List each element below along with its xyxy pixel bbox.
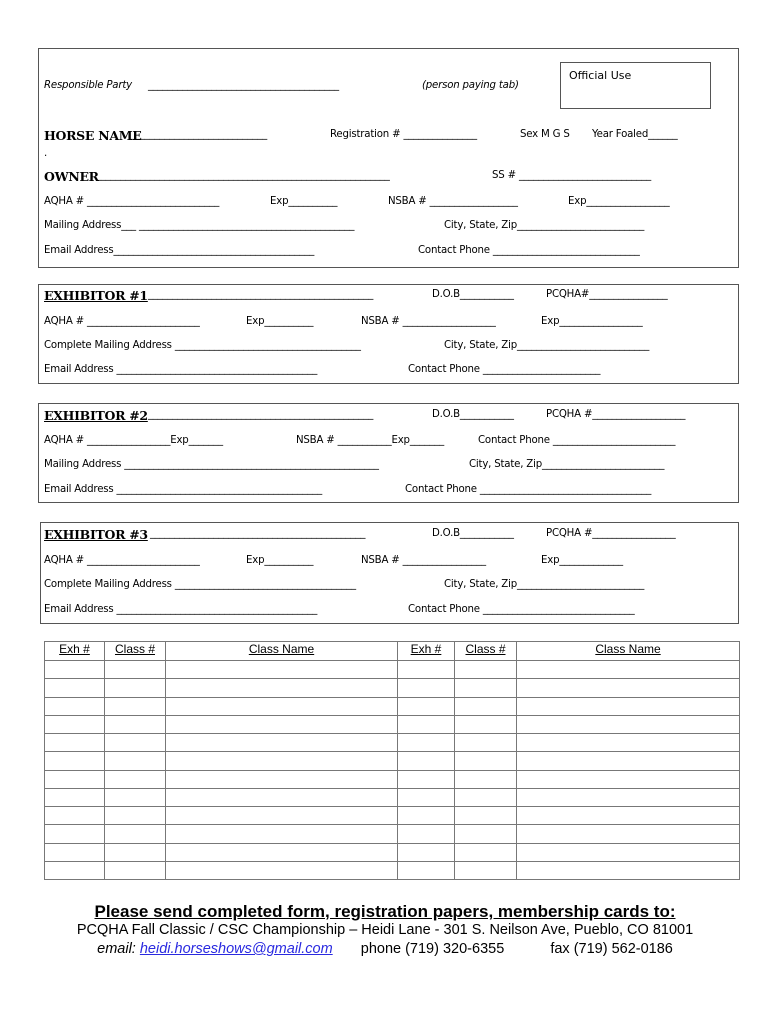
table-cell[interactable] [166, 679, 398, 697]
exhibitor-3-nsba-field[interactable]: NSBA # _________________ [361, 555, 486, 566]
table-cell[interactable] [45, 770, 105, 788]
exhibitor-3-aqha-field[interactable]: AQHA # _______________________ [44, 555, 200, 566]
owner-nsba-field[interactable]: NSBA # __________________ [388, 196, 518, 207]
exhibitor-3-mailing-field[interactable]: Complete Mailing Address _____________________________________ [44, 579, 356, 590]
official-use-box: Official Use [560, 62, 711, 109]
table-cell[interactable] [166, 661, 398, 679]
exhibitor-3-pcqha-field[interactable]: PCQHA #_________________ [546, 528, 676, 539]
exhibitor-1-phone-field[interactable]: Contact Phone ________________________ [408, 364, 601, 375]
table-cell[interactable] [398, 825, 455, 843]
footer-email-link[interactable]: heidi.horseshows@gmail.com [139, 941, 333, 957]
responsible-party-suffix: (person paying tab) [422, 80, 519, 91]
stray-dot: . [44, 148, 48, 159]
table-cell[interactable] [105, 825, 166, 843]
table-row [45, 825, 740, 843]
table-cell[interactable] [105, 752, 166, 770]
table-cell[interactable] [45, 861, 105, 879]
owner-city-field[interactable]: City, State, Zip__________________________ [444, 220, 645, 231]
owner-label: OWNER [44, 169, 99, 184]
horse-name-label: HORSE NAME [44, 128, 142, 143]
table-cell[interactable] [517, 770, 740, 788]
table-cell[interactable] [517, 752, 740, 770]
table-cell[interactable] [455, 843, 517, 861]
exhibitor-1-nsba-field[interactable]: NSBA # ___________________ [361, 316, 496, 327]
table-row [45, 861, 740, 879]
table-cell[interactable] [45, 715, 105, 733]
table-cell[interactable] [517, 715, 740, 733]
year-foaled-field[interactable]: Year Foaled______ [592, 129, 678, 140]
table-cell[interactable] [45, 807, 105, 825]
owner-aqha-field[interactable]: AQHA # ___________________________ [44, 196, 220, 207]
col-header-class-1: Class # [105, 642, 166, 661]
col-header-exh-2: Exh # [398, 642, 455, 661]
exhibitor-2-city-field[interactable]: City, State, Zip_________________________ [469, 459, 665, 470]
table-cell[interactable] [398, 770, 455, 788]
table-header-row [45, 642, 740, 661]
footer-email-label: email: [97, 941, 140, 957]
exhibitor-2-pcqha-field[interactable]: PCQHA #___________________ [546, 409, 686, 420]
table-cell[interactable] [517, 825, 740, 843]
table-cell[interactable] [398, 697, 455, 715]
table-cell[interactable] [166, 807, 398, 825]
table-cell[interactable] [517, 843, 740, 861]
table-cell[interactable] [105, 807, 166, 825]
table-cell[interactable] [517, 807, 740, 825]
table-cell[interactable] [398, 843, 455, 861]
exhibitor-3-email-field[interactable]: Email Address _________________________________________ [44, 604, 318, 615]
table-cell[interactable] [45, 734, 105, 752]
table-cell[interactable] [455, 661, 517, 679]
exhibitor-2-aqha-field[interactable]: AQHA # _________________Exp_______ [44, 435, 223, 446]
table-row [45, 807, 740, 825]
exhibitor-1-pcqha-field[interactable]: PCQHA#________________ [546, 289, 668, 300]
table-cell[interactable] [398, 661, 455, 679]
owner-phone-field[interactable]: Contact Phone ______________________________ [418, 245, 640, 256]
exhibitor-1-name-field[interactable]: ______________________________________________ [148, 289, 374, 300]
table-row [45, 679, 740, 697]
table-cell[interactable] [45, 788, 105, 806]
exhibitor-1-city-field[interactable]: City, State, Zip___________________________ [444, 340, 650, 351]
footer-address: PCQHA Fall Classic / CSC Championship – Heidi Lane - 301 S. Neilson Ave, Pueblo, CO 81001 [76, 922, 694, 938]
exhibitor-3-name-field[interactable]: ____________________________________________ [150, 528, 366, 539]
exhibitor-3-city-field[interactable]: City, State, Zip__________________________ [444, 579, 645, 590]
table-cell[interactable] [455, 697, 517, 715]
table-cell[interactable] [45, 843, 105, 861]
exhibitor-3-nsba-exp-field[interactable]: Exp_____________ [541, 555, 623, 566]
table-row [45, 697, 740, 715]
exhibitor-3-aqha-exp-field[interactable]: Exp__________ [246, 555, 314, 566]
table-cell[interactable] [105, 661, 166, 679]
owner-aqha-exp-field[interactable]: Exp__________ [270, 196, 338, 207]
footer-phone: phone (719) 320-6355 [360, 941, 505, 957]
table-row [45, 661, 740, 679]
table-cell[interactable] [455, 715, 517, 733]
table-cell[interactable] [517, 679, 740, 697]
table-cell[interactable] [166, 843, 398, 861]
table-row [45, 788, 740, 806]
table-row [45, 734, 740, 752]
registration-field[interactable]: Registration # _______________ [330, 129, 477, 140]
horse-name-field[interactable]: ____________________________ [130, 129, 268, 140]
table-cell[interactable] [517, 861, 740, 879]
exhibitor-1-nsba-exp-field[interactable]: Exp_________________ [541, 316, 643, 327]
exhibitor-2-dob-field[interactable]: D.O.B___________ [432, 409, 514, 420]
table-cell[interactable] [398, 807, 455, 825]
exhibitor-2-phone-field[interactable]: Contact Phone ___________________________________ [405, 484, 652, 495]
table-cell[interactable] [455, 752, 517, 770]
table-cell[interactable] [517, 661, 740, 679]
responsible-party-field[interactable]: _______________________________________ [148, 80, 339, 91]
footer-fax: fax (719) 562-0186 [550, 941, 673, 957]
table-cell[interactable] [105, 843, 166, 861]
exhibitor-2-mailing-field[interactable]: Mailing Address ____________________________________________________ [44, 459, 379, 470]
col-header-class-name-2: Class Name [517, 642, 740, 661]
table-cell[interactable] [398, 715, 455, 733]
table-cell[interactable] [455, 807, 517, 825]
col-header-class-name-1: Class Name [166, 642, 398, 661]
table-cell[interactable] [45, 752, 105, 770]
table-cell[interactable] [455, 679, 517, 697]
footer-contact [0, 941, 770, 957]
table-row [45, 843, 740, 861]
table-cell[interactable] [166, 734, 398, 752]
exhibitor-2-title: EXHIBITOR #2 [44, 408, 148, 423]
table-cell[interactable] [455, 770, 517, 788]
table-cell[interactable] [45, 661, 105, 679]
table-cell[interactable] [398, 861, 455, 879]
col-header-exh-1: Exh # [45, 642, 105, 661]
owner-nsba-exp-field[interactable]: Exp_________________ [568, 196, 670, 207]
table-cell[interactable] [45, 825, 105, 843]
table-cell[interactable] [398, 679, 455, 697]
table-cell[interactable] [398, 752, 455, 770]
exhibitor-1-dob-field[interactable]: D.O.B___________ [432, 289, 514, 300]
table-cell[interactable] [517, 697, 740, 715]
owner-email-field[interactable]: Email Address_________________________________________ [44, 245, 315, 256]
table-row [45, 770, 740, 788]
table-cell[interactable] [455, 788, 517, 806]
table-cell[interactable] [166, 770, 398, 788]
exhibitor-3-title: EXHIBITOR #3 [44, 527, 148, 542]
table-cell[interactable] [517, 788, 740, 806]
table-cell[interactable] [105, 770, 166, 788]
table-cell[interactable] [45, 697, 105, 715]
col-header-class-2: Class # [455, 642, 517, 661]
table-cell[interactable] [105, 679, 166, 697]
exhibitor-3-dob-field[interactable]: D.O.B___________ [432, 528, 514, 539]
owner-ss-field[interactable]: SS # ___________________________ [492, 170, 652, 181]
exhibitor-2-phone-inline-field[interactable]: Contact Phone _________________________ [478, 435, 676, 446]
class-entry-table [44, 641, 740, 880]
table-cell[interactable] [105, 715, 166, 733]
exhibitor-1-title: EXHIBITOR #1 [44, 288, 148, 303]
exhibitor-1-mailing-field[interactable]: Complete Mailing Address ______________________________________ [44, 340, 361, 351]
exhibitor-1-email-field[interactable]: Email Address _________________________________________ [44, 364, 318, 375]
table-cell[interactable] [105, 697, 166, 715]
exhibitor-1-aqha-field[interactable]: AQHA # _______________________ [44, 316, 200, 327]
table-cell[interactable] [455, 825, 517, 843]
exhibitor-2-email-field[interactable]: Email Address __________________________________________ [44, 484, 323, 495]
exhibitor-1-aqha-exp-field[interactable]: Exp__________ [246, 316, 314, 327]
table-cell[interactable] [166, 752, 398, 770]
table-cell[interactable] [45, 679, 105, 697]
table-cell[interactable] [398, 734, 455, 752]
table-cell[interactable] [517, 734, 740, 752]
footer-heading: Please send completed form, registration papers, membership cards to: [94, 902, 676, 921]
table-cell[interactable] [166, 715, 398, 733]
table-cell[interactable] [455, 734, 517, 752]
table-cell[interactable] [105, 861, 166, 879]
exhibitor-2-nsba-field[interactable]: NSBA # ___________Exp_______ [296, 435, 445, 446]
responsible-party-label: Responsible Party [44, 80, 132, 91]
table-cell[interactable] [455, 861, 517, 879]
table-row [45, 715, 740, 733]
sex-field[interactable]: Sex M G S [520, 129, 570, 140]
table-cell[interactable] [398, 788, 455, 806]
exhibitor-3-phone-field[interactable]: Contact Phone _______________________________ [408, 604, 635, 615]
owner-name-field[interactable]: ____________________________________________________________ [96, 170, 390, 181]
table-row [45, 752, 740, 770]
exhibitor-2-name-field[interactable]: ______________________________________________ [148, 409, 374, 420]
table-cell[interactable] [166, 697, 398, 715]
table-cell[interactable] [166, 788, 398, 806]
table-cell[interactable] [166, 825, 398, 843]
table-cell[interactable] [105, 734, 166, 752]
table-cell[interactable] [105, 788, 166, 806]
owner-mailing-field[interactable]: Mailing Address___ ____________________________________________ [44, 220, 355, 231]
table-cell[interactable] [166, 861, 398, 879]
